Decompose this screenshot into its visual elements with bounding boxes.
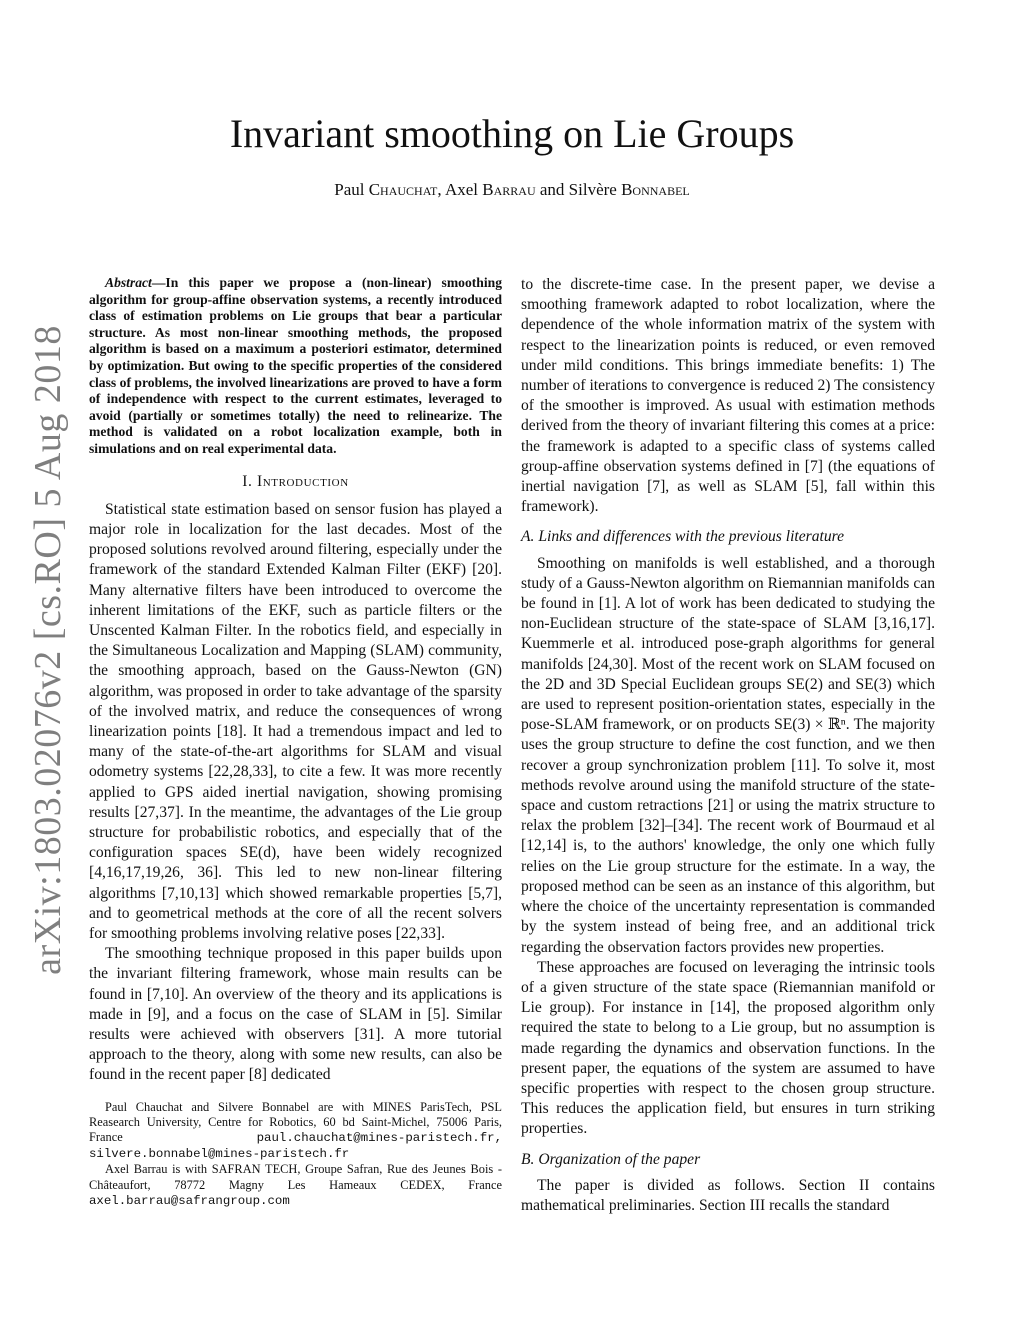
footnote-1 [89,1100,502,1163]
footnote-1-email-1[interactable]: paul.chauchat@mines-paristech.fr, [256,1131,502,1146]
author-sep-1: , Axel [437,180,483,199]
author-sep-2: and Silvère [535,180,622,199]
footnote-2 [89,1162,502,1209]
author-footnotes [89,1100,502,1209]
author-1-first: Paul [334,180,369,199]
right-column [521,275,935,1216]
intro-paragraph-3: to the discrete-time case. In the present paper, we devise a smoothing framework adapted to robot localization, where the dependence of the whole information matrix of the system with respect to the linearization points is reduced, or even removed under mild conditions. This brings immediate benefits: 1) The number of iterations to convergence is reduced 2) The consistency of the smoother is improved. As usual with estimation methods derived from the theory of invariant filtering this comes at a price: the framework is adapted to a specific class of systems called group-affine observation systems defined in [7] (the equations of inertial navigation [7], as well as SLAM [5], fall within this framework). [521,276,935,516]
subsection-b-paragraph-1: The paper is divided as follows. Section II contains mathematical preliminaries. Section III recalls the standard [521,1176,935,1214]
abstract [89,275,502,458]
subsection-heading-b: B. Organization of the paper [521,1150,701,1168]
intro-paragraph-2: The smoothing technique proposed in this paper builds upon the invariant filtering framework, whose main results can be found in [7,10]. An overview of the theory and its applications is made in [9], and a focus on the case of SLAM in [5]. Similar results were achieved with observers [31]. A more tutorial approach to the theory, along with some new results, can also be found in the recent paper [8] dedicated [89,945,502,1084]
author-line [0,180,1024,200]
footnote-2-text: Axel Barrau is with SAFRAN TECH, Groupe Safran, Rue des Jeunes Bois - Châteaufort, 78772 Magny Les Hameaux CEDEX, France [89,1162,502,1192]
subsection-heading-a: A. Links and differences with the previous literature [521,528,845,546]
paper-title: Invariant smoothing on Lie Groups [229,111,795,156]
author-3-last: Bonnabel [621,180,690,199]
abstract-label: Abstract [105,275,152,290]
intro-paragraph-1: Statistical state estimation based on sensor fusion has played a major role in localization for the last decades. Most of the proposed solutions revolved around filtering, especially under the framework of the standard Extended Kalman Filter (EKF) [20]. Many alternative filters have been introduced to overcome the inherent limitations of the EKF, such as particle filters or the Unscented Kalman Filter. In the robotics field, and especially in the Simultaneous Localization and Mapping (SLAM) community, the smoothing approach, based on the Gauss-Newton (GN) algorithm, was proposed in order to take advantage of the sparsity of the involved matrix, and reduce the consequences of wrong linearization points [18]. It had a tremendous impact and led to many of the state-of-the-art algorithms for SLAM and visual odometry systems [22,28,33], to cite a few. It was more recently applied to GPS aided inertial navigation, showing promising results [27,37]. In the meantime, the advantages of the Lie group structure for probabilistic robotics, and especially that of the configuration spaces SE(d), have been widely recognized [4,16,17,19,26, 36]. This led to new non-linear filtering algorithms [7,10,13] which showed remarkable properties [5,7], and to geometrical methods at the core of all the recent solvers for smoothing problems involving relative poses [22,33]. [89,500,502,942]
footnote-1-text: Paul Chauchat and Silvere Bonnabel are with MINES ParisTech, PSL Reasearch University, Centre for Robotics, 60 bd Saint-Michel, 75006 Paris, France [89,1099,502,1145]
subsection-a-paragraph-2: These approaches are focused on leveraging the intrinsic tools of a given structure of the state space (Riemannian manifold or Lie group). For instance in [14], the proposed algorithm only required the state to belong to a Lie group, but no assumption is made regarding the dynamics and observation functions. In the present paper, the equations of the system are assumed to have specific properties with respect to the chosen group structure. This reduces the application field, but ensures in turn striking properties. [521,958,935,1138]
footnote-1-email-2[interactable]: silvere.bonnabel@mines-paristech.fr [89,1147,350,1162]
author-2-last: Barrau [482,180,536,199]
left-column [89,275,502,1209]
footnote-2-email[interactable]: axel.barrau@safrangroup.com [89,1193,290,1208]
abstract-text: —In this paper we propose a (non-linear) smoothing algorithm for group-affine observation systems, a recently introduced class of estimation problems on Lie groups that bear a particular structure. As most non-linear smoothing methods, the proposed algorithm is based on a maximum a posteriori estimator, determined by optimization. But owing to the specific properties of the considered class of problems, the involved linearizations are proved to have a form of independence with respect to the current estimates, leveraged to avoid (partially or sometimes totally) the need to relinearize. The method is validated on a robot localization example, both in simulations and on real experimental data. [89,275,502,456]
subsection-a-paragraph-1: Smoothing on manifolds is well established, and a thorough study of a Gauss-Newton algorithm on Riemannian manifolds can be found in [1]. A lot of work has been dedicated to studying the non-Euclidean structure of the state-space of SLAM [3,16,17]. Kuemmerle et al. introduced pose-graph algorithms for general manifolds [24,30]. Most of the recent work on SLAM focused on the 2D and 3D Special Euclidean groups SE(2) and SE(3) which are used to represent position-orientation states, especially in the pose-SLAM framework, or on products SE(3) × ℝⁿ. The majority uses the group structure to define the cost function, and we then recover a group synchronization problem [11]. To solve it, most methods revolve around using the manifold structure of the state-space and custom retractions [21] or using the matrix structure to relax the problem [32]–[34]. The recent work of Bourmaud et al [12,14] is, to the authors' knowledge, the only one which fully relies on the Lie group structure for the estimate. In a way, the proposed method can be seen as an instance of this algorithm, but where the choice of the uncertainty representation is commanded by the system instead of being free, and an additional trick regarding the observation factors provides new properties. [521,554,935,956]
section-heading-introduction: I. Introduction [242,472,349,490]
arxiv-identifier: arXiv:1803.02076v2 [cs.RO] 5 Aug 2018 [27,325,69,975]
author-1-last: Chauchat [368,180,438,199]
